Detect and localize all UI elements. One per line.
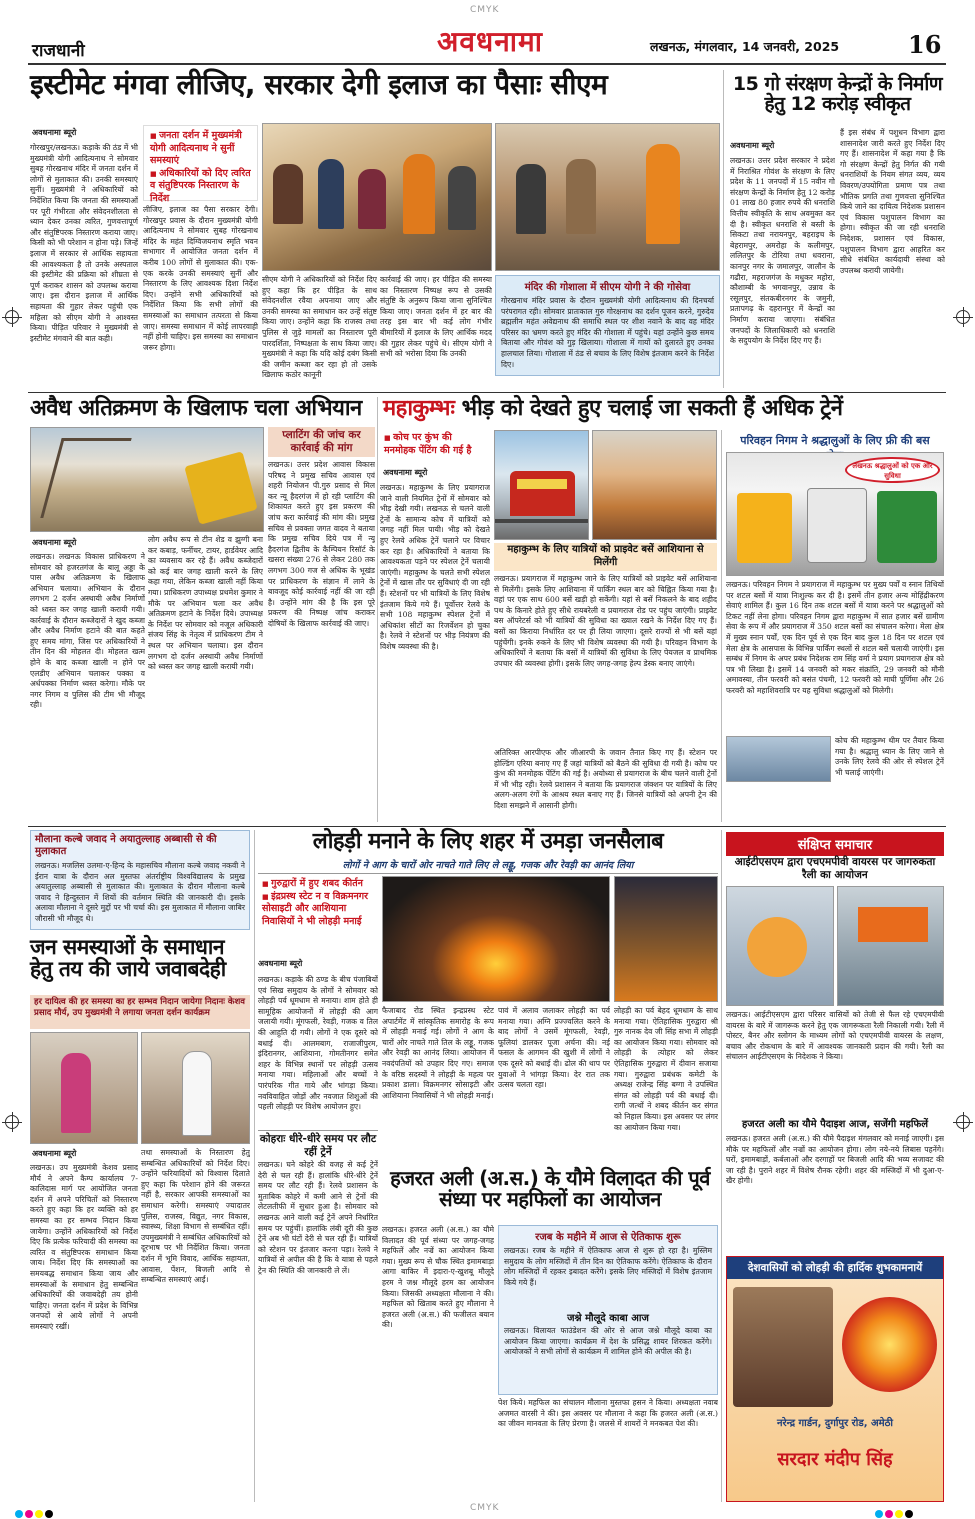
lead-bullets bbox=[143, 125, 258, 204]
maulana-box bbox=[30, 830, 250, 930]
lead-bullet-1: ■ जनता दर्शन में मुख्यमंत्री योगी आदित्यनाथ ने सुनीं समस्याएं bbox=[150, 130, 251, 168]
mahakumbh-headline-text: भीड़ को देखते हुए चलाई जा सकती हैं अधिक ट्रेनें bbox=[461, 396, 843, 421]
lead-bullet-2: ■ अधिकारियों को दिए त्वरित व संतुष्टिपरक निस्तारण के निर्देश bbox=[150, 168, 251, 206]
kohra-body: लखनऊ। घने कोहरे की वजह से कई ट्रेनें देरी से चल रही हैं। हालांकि धीरे-धीरे ट्रेनें समय पर लौट रही हैं। रेलवे प्रशासन के मुताबिक कोहरे में कमी आने से ट्रेनों की लेटलतीफी में सुधार हुआ है। सोमवार को लखनऊ आने वाली कई ट्रेनें अपने निर्धारित समय पर पहुंचीं। हालांकि लंबी दूरी की कुछ ट्रेनें अब भी घंटों देरी से चल रही हैं। यात्रियों को स्टेशन पर इंतजार करना पड़ा। रेलवे ने यात्रियों से अपील की है कि वे यात्रा से पहले ट्रेन की स्थिति की जानकारी ले लें। bbox=[258, 1160, 378, 1275]
color-dots-right bbox=[875, 1503, 915, 1519]
maulana-body: लखनऊ। मजलिस उलमा-ए-हिन्द के महासचिव मौलाना कल्बे जवाद नकवी ने ईरान यात्रा के दौरान अल मुस्तफा अंतर्राष्ट्रीय विश्वविद्यालय के प्रमुख अयातुल्लाह अब्बासी से मुलाकात की। मुलाकात के दौरान मौलाना कल्बे जवाद ने हिन्दुस्तान में शियों की वर्तमान स्थिति की जानकारी दी। इसके अलावा मौलाना ने दूसरे मुद्दों पर भी चर्चा की। इस मुलाकात में मौलाना जाबिर जौरासी भी मौजूद थे। bbox=[35, 861, 245, 923]
parivahan-small-photo bbox=[726, 736, 831, 782]
samadhan-photo-1 bbox=[30, 1032, 138, 1144]
samadhan-headline: जन समस्याओं के समाधान हेतु तय की जाये जवाबदेही bbox=[30, 935, 226, 982]
atikraman-body-col3: लखनऊ। उत्तर प्रदेश आवास विकास परिषद ने प्रमुख सचिव आवास एवं शहरी नियोजन पी.गुरु प्रसाद से मिल कर न्यू हैदरगंज में हो रही प्लाटिंग की शिकायत करते हुए इस प्रकरण की जांच करा कार्रवाई की मांग की। प्रमुख सचिव से प्रवक्ता जगत वादव ने बताया कि प्रमुख सचिव दिये पत्र में न्यू हैदरगंज द्वितीय के कैम्पियन रिसॉर्ट के खसरा संख्या 276 से लेकर 280 तक लगभग 300 गज से अधिक के भूखंड पर प्राधिकरण के संज्ञान में लाने के बावजूद कोई कार्रवाई नहीं की जा रही है। उन्होंने मांग की है कि इस पूरे प्रकरण की निष्पक्ष जांच कराकर दोषियों के खिलाफ कार्रवाई की जाए। bbox=[268, 460, 375, 628]
lohri-bonfire-photo bbox=[382, 876, 610, 1002]
ad-banner: देशवासियों को लोहड़ी की हार्दिक शुभकामनायें bbox=[727, 1257, 943, 1279]
ad-address: नरेन्द्र गार्डन, दुर्गापुर रोड, अमेठी bbox=[776, 1418, 894, 1429]
atikraman-side-heading: प्लाटिंग की जांच कर कार्रवाई की मांग bbox=[268, 427, 375, 457]
lohri-body-col4: लोहड़ी का पर्व बेहद धूमधाम के साथ मनाया गया। ऐतिहासिक गुरुद्वारा श्री गुरु नानक देव जी सिंह सभा में लोहड़ी का आयोजन किया गया। सोमवार को लोहड़ी के त्योहार को लेकर ऐतिहासिक गुरुद्वारा में दीवान सजाया गया। गुरुद्वारा प्रबंधक कमेटी के अध्यक्ष राजेन्द्र सिंह बग्गा ने उपस्थित संगत को लोहड़ी पर्व की बधाई दी। रागी जत्थों ने शबद कीर्तन कर संगत को निहाल किया। इस अवसर पर लंगर का आयोजन किया गया। bbox=[614, 1006, 718, 1132]
mahakumbh-headline bbox=[383, 397, 943, 420]
atikraman-body-col1: लखनऊ। लखनऊ विकास प्राधिकरण ने सोमवार को हजरतगंज के बालू अड्डा के पास अवैध अतिक्रमण के खिलाफ अभियान चलाया। अभियान के दौरान लगभग 2 दर्जन अस्थायी अवैध निर्माणों को ध्वस्त कर जगह खाली करायी गयी। कार्रवाई के दौरान कब्जेदारों ने खुद कब्जा और अवैध निर्माण हटाने की बात कहते हुए समय मांगा, जिस पर अधिकारियों ने तीन दिन की मोहलत दी। मोहलत खत्म होने के बाद कब्जा खाली न होने पर एलडीए अभियान चलाकर पक्का व अर्धपक्का निर्माण ध्वस्त करेगा। मौके पर नगर निगम व पुलिस की टीम भी मौजूद रही। bbox=[30, 552, 145, 710]
atikraman-byline: अवधनामा ब्यूरो bbox=[32, 538, 77, 547]
bus-photo-label: लखनऊ श्रद्धालुओं को एक और सुविधा bbox=[845, 457, 940, 483]
sankshipt-item2-heading: हजरत अली का यौमे पैदाइश आज, सजेंगी महफिलें bbox=[741, 1119, 929, 1130]
lohri-headline: लोहड़ी मनाने के लिए शहर में उमड़ा जनसैलाब bbox=[312, 829, 664, 854]
sankshipt-item1-body: लखनऊ। आईटीएसएम द्वारा परिसर वासियों को तेजी से फैल रहे एचएमपीवी वायरस के बारे में जागरूक करने हेतु एक जागरूकता रैली निकाली गयी। रैली में पोस्टर, बैनर और स्लोगन के माध्यम लोगों को एचएमपीवी वायरस के लक्षण, बचाव और रोकथाम के बारे में आवश्यक जानकारी प्रदान की गयी। रैली का संचालन आईटीएसएम के निदेशक ने किया। bbox=[726, 1010, 944, 1062]
lead-photo-janta-darshan bbox=[262, 123, 492, 271]
crosshair-mark-right bbox=[956, 310, 970, 324]
bus-body: लखनऊ। प्रयागराज में महाकुम्भ जाने के लिए यात्रियों को प्राइवेट बसें आशियाना से मिलेंगी। इसके लिए आशियाना में पार्किंग स्थल बार को चिह्नित किया गया है। वहां पर एक साथ 600 बसें खड़ी हो सकेंगी। यहां से बसें निकलने के बाद शहीद पथ के किनारे होते हुए सीधे रायबरेली व प्रयागराज रोड पर पहुंच जाएंगी। प्राइवेट बस ऑपरेटर्स को भी यात्रियों की सुविधा का ख्याल रखने के निर्देश दिए गए हैं। बसों का किराया निर्धारित दर पर ही लिया जाएगा। दूसरे राज्यों से भी बसें यहां पहुंचेंगी। इनके रुकने के लिए भी विशेष व्यवस्था की गयी है। परिवहन विभाग के अधिकारियों ने बताया कि बसों में यात्रियों की सुविधा के लिए पेयजल व प्राथमिक उपचार की व्यवस्था होगी। इसके लिए जगह-जगह हेल्प डेस्क बनाए जाएंगे। bbox=[494, 574, 717, 668]
mahakumbh-bullet-box bbox=[380, 430, 490, 464]
kumbh-crowd-photo bbox=[592, 430, 717, 540]
rally-photo-1 bbox=[726, 886, 834, 1006]
lohri-body-col3: पावं में अलाव जलाकर लोहड़ी का पर्व मनाया गया। अग्नि प्रज्ज्वलित करने के बाद लोगों ने उसमें मूंगफली, रेवड़ी, फूलियां डालकर पूजा अर्चना की। नई फसल के आगमन की खुशी में लोगों ने एक दूसरे को बधाई दी। ढोल की थाप पर युवाओं ने भांगड़ा किया। देर रात तक उत्सव चलता रहा। bbox=[498, 1006, 610, 1090]
lohri-bullet-1: ■ गुरुद्वारों में हुए शबद कीर्तन bbox=[262, 878, 374, 891]
etikaf-headline: रजब के महीने में आज से ऐतिकाफ शुरू bbox=[535, 1232, 681, 1243]
atikraman-photo bbox=[30, 427, 264, 532]
atikraman-body-col2: लोग अवैध रूप से टीन शेड व झुग्गी बना कर कबाड़, फर्नीचर, टायर, हार्डवेयर आदि का व्यवसाय कर रहे हैं। अवैध कब्जेदारों को कई बार जगह खाली करने के लिए कहा गया, लेकिन कब्जा खाली नहीं किया गया। प्राधिकरण उपाध्यक्ष प्रथमेश कुमार ने मौके पर अभियान चला कर अवैध अतिक्रमण हटाने के निर्देश दिये। उपाध्यक्ष के निर्देश पर सोमवार को नजूल अधिकारी संजय सिंह के नेतृत्व में प्राधिकरण टीम ने स्थल पर अभियान चलाया। इस दौरान लगभग दो दर्जन अस्थायी अवैध निर्माणों को ध्वस्त कर जगह खाली करायी गयी। bbox=[148, 535, 263, 672]
train-photo bbox=[494, 430, 589, 540]
samadhan-photo-2 bbox=[141, 1032, 250, 1144]
masthead-title: अवधनामा bbox=[437, 25, 543, 58]
ad-name: सरदार मंदीप सिंह bbox=[777, 1449, 893, 1470]
lohri-body-col1: लखनऊ। कड़ाके की ठण्ड के बीच पंजाबियों एवं सिख समुदाय के लोगों ने सोमवार को लोहड़ी पर्व धूमधाम से मनाया। शाम होते ही सामूहिक आयोजनों में लोहड़ी की आग जलायी गयी। मूंगफली, रेवड़ी, गजक व तिल की आहुति दी गयी। लोगों ने एक दूसरे को बधाई दी। आलमबाग, राजाजीपुरम, इंदिरानगर, आशियाना, गोमतीनगर समेत शहर के विभिन्न स्थानों पर लोहड़ी उत्सव मनाया गया। महिलाओं और बच्चों ने पारंपरिक गीत गाये और भांगड़ा किया। नवविवाहित जोड़ों और नवजात शिशुओं की पहली लोहड़ी पर विशेष आयोजन हुए। bbox=[258, 975, 378, 1112]
lead-body-col2: लीजिए, इलाज का पैसा सरकार देगी। गोरखपुर प्रवास के दौरान मुख्यमंत्री योगी आदित्यनाथ ने सोमवार सुबह गोरखनाथ मंदिर के महंत दिग्विजयनाथ स्मृति भवन सभागार में आयोजित जनता दर्शन में करीब 100 लोगों से मुलाकात की। एक-एक करके उनकी समस्याएं सुनीं और निस्तारण के लिए आवश्यक दिशा निर्देश दिए। उन्होंने सभी अधिकारियों को निर्देशित किया कि सभी लोगों की समस्याओं का समाधान तत्परता से किया जाए। समस्या समाधान में कोई लापरवाही नहीं होनी चाहिए। इस समस्या का समाधान जरूर होगा। bbox=[143, 205, 258, 352]
sankshipt-item2-body: लखनऊ। हजरत अली (अ.स.) की यौमे पैदाइश मंगलवार को मनाई जाएगी। इस मौके पर महफिलों और नज्रों का आयोजन होगा। लोग नये-नये लिबास पहनेंगे। घरों, इमामबाड़ों, कर्बलाओं और दरगाहों पर बिजली आदि की भव्य सजावट की जा रही है। पुराने शहर में विशेष रौनक रहेगी। शहर की मस्जिदों में भी दुआ-ए-खैर होगी। bbox=[726, 1134, 944, 1186]
crosshair-mark-left bbox=[5, 310, 19, 324]
gaushala-headline: मंदिर की गोशाला में सीएम योगी ने की गोसेवा bbox=[524, 282, 691, 293]
maulana-headline: मौलाना कल्बे जवाद ने अयातुल्लाह अब्बासी से की मुलाकात bbox=[35, 834, 217, 857]
lead-body-col3: सीएम योगी ने अधिकारियों को निर्देश दिए हुए कहा कि हर पीड़ित के साथ संवेदनशील रवैया अपनाया जाए और उनकी समस्या का समाधान कर उन्हें संतुष्ट किया जाए। उन्होंने कहा कि राजस्व तथा पुलिस से जुड़े मामलों का निस्तारण पूरी पारदर्शिता, निष्पक्षता के साथ किया जाए। मुख्यमंत्री ने कहा कि यदि कोई दबंग किसी की जमीन कब्जा कर रहा हो तो उसके खिलाफ कठोर कानूनी bbox=[262, 275, 377, 380]
lead-photo-cm-meeting bbox=[495, 123, 720, 271]
crosshair-mark-right-low bbox=[956, 1115, 970, 1129]
gosanrakshan-byline: अवधनामा ब्यूरो bbox=[730, 141, 775, 150]
lohri-ad bbox=[726, 1256, 944, 1502]
hazratali-headline: हजरत अली (अ.स.) के यौमे विलादत की पूर्व संध्या पर महफिलों का आयोजन bbox=[390, 1166, 710, 1211]
parivahan-tail: कोच की महाकुम्भ थीम पर तैयार किया गया है। श्रद्धालु ध्यान के लिए जाने से उनके लिए रेलवे की ओर से स्पेशल ट्रेनें भी चलाई जाएंगी। bbox=[835, 736, 944, 777]
bus-photo-caption: महाकुम्भ के लिए यात्रियों को प्राइवेट बसें आशियाना से मिलेंगी bbox=[494, 543, 717, 571]
hazratali-body-col3: पेश किये। महफिल का संचालन मौलाना मुस्तफा हसन ने किया। अध्यक्षता नवाब अजमत वारसी ने की। इस अवसर पर मौलाना ने कहा कि हजरत अली (अ.स.) का जीवन मानवता के लिए प्रेरणा है। जलसे में शायरों ने मनकबत पेश की। bbox=[498, 1398, 718, 1429]
gaushala-box bbox=[495, 275, 720, 376]
sankshipt-item1-heading: आईटीएसएम द्वारा एचएमपीवी वायरस पर जागरुकता रैली का आयोजन bbox=[734, 856, 936, 881]
parivahan-banner: परिवहन निगम ने श्रद्धालुओं के लिए फ्री की बस bbox=[726, 430, 944, 468]
bus-fleet-photo bbox=[726, 452, 944, 576]
etikaf-body: लखनऊ। रजब के महीने में ऐतिकाफ आज से शुरू हो रहा है। मुस्लिम समुदाय के लोग मस्जिदों में तीन दिन का ऐतिकाफ करेंगे। ऐतिकाफ के दौरान लोग मस्जिदों में रहकर इबादत करेंगे। इसके लिए मस्जिदों में विशेष इंतजाम किये गये हैं। bbox=[504, 1246, 712, 1287]
lead-body-col4: कार्रवाई की जाए। हर पीड़ित की समस्या का निस्तारण निष्पक्ष रूप से उसकी संतुष्टि के अनुरूप किया जाना सुनिश्चित किया जाए। जनता दर्शन में हर बार की तरह इस बार भी कई लोग गंभीर बीमारियों में इलाज के लिए आर्थिक मदद की गुहार लेकर पहुंचे थे। सीएम योगी ने सभी को भरोसा दिया कि उनकी bbox=[380, 275, 492, 359]
gaushala-body: गोरखनाथ मंदिर प्रवास के दौरान मुख्यमंत्री योगी आदित्यनाथ की दिनचर्या परंपरागत रही। सोमवार प्रातःकाल गुरु गोरक्षनाथ का दर्शन पूजन करने, गुरुदेव ब्रह्मलीन महंत अवेद्यनाथ की समाधि स्थल पर शीश नवाने के बाद वह मंदिर परिसर का भ्रमण करते हुए मंदिर की गोशाला में पहुंचे। यहां उन्होंने कुछ समय बिताया और गोवंश को गुड़ खिलाया। गोशाला में गायों को दुलारते हुए उनका हालचाल लिया। गोशाला में ठंड से बचाव के लिए विशेष इंतजाम करने के निर्देश दिए। bbox=[501, 296, 714, 369]
sankshipt-banner: संक्षिप्त समाचार bbox=[726, 832, 944, 856]
kohra-heading: कोहराः धीरे-धीरे समय पर लौट रहीं ट्रेनें bbox=[258, 1130, 378, 1159]
lead-body-col1: गोरखपुर/लखनऊ। कड़ाके की ठंड में भी मुख्यमंत्री योगी आदित्यनाथ ने सोमवार सुबह गोरखनाथ मंदिर में जनता दर्शन में लोगों से मुलाकात की। उनकी समस्याएं सुनीं। मुख्यमंत्री ने अधिकारियों को निर्देशित किया कि जनता की समस्याओं पर पूरी गंभीरता और संवेदनशीलता से ध्यान देकर उनका त्वरित, गुणवत्तापूर्ण और संतुष्टिपरक निस्तारण कराया जाए। किसी को भी परेशान न होना पड़े। जिन्हें इलाज में सरकार से आर्थिक सहायता की आवश्यकता है तो उनके अस्पताल की इस्टीमेट की प्रक्रिया को शीघ्रता से पूर्ण कराकर शासन को उपलब्ध कराया जाए। इस दौरान इलाज में आर्थिक सहायता की गुहार लेकर पहुंची एक महिला को सीएम योगी ने आश्वस्त किया। पीड़ित परिवार ने मुख्यमंत्री से इस्टीमेट मंगवाने की बात कही। bbox=[30, 143, 138, 343]
lohri-byline: अवधनामा ब्यूरो bbox=[258, 959, 303, 968]
lead-byline: अवधनामा ब्यूरो bbox=[32, 128, 77, 137]
hazratali-body-col1: लखनऊ। हजरत अली (अ.स.) का यौमे विलादत की पूर्व संध्या पर जगह-जगह महफिलें और नज्रें का आयोजन किया गया। मुख्य रूप से चौक स्थित इमामबाड़ा आगा बाकिर में इदारा-ए-खुशबू मौलूदे हरम ने जश्न मौलूदे हरम का आयोजन किया। जिसकी अध्यक्षता मौलाना ने की। महफिल को खिताब करते हुए मौलाना ने हजरत अली (अ.स.) की फजीलत बयान की। bbox=[382, 1225, 494, 1330]
lohri-bullets bbox=[258, 876, 378, 954]
samadhan-bullet: हर दायित्व की हर समस्या का हर सम्भव निदान जायेगा निदानः केशव प्रसाद मौर्य, उप मुख्यमंत्री ने लगाया जनता दर्शन कार्यक्रम bbox=[30, 995, 250, 1029]
dateline: लखनऊ, मंगलवार, 14 जनवरी, 2025 bbox=[650, 39, 840, 54]
registration-mark-bottom: CMYK bbox=[470, 1503, 500, 1513]
lohri-bullet-2: ■ इंद्रप्रस्थ स्टेट न व विक्रमनगर सोसाइटी और आशियाना निवासियों ने भी लोहड़ी मनाई bbox=[262, 891, 374, 929]
etikaf-box bbox=[498, 1225, 718, 1395]
mahakumbh-headline-red: महाकुम्भः bbox=[383, 396, 455, 421]
lohri-body-col2: फैजाबाद रोड स्थित इन्द्रप्रस्थ स्टेट अपार्टमेंट में सांस्कृतिक समारोह के रूप में लोहड़ी मनाई गई। लोगों ने आग के चारों ओर नाचते गाते तिल के लड्डू, गजक और रेवड़ी का आनंद लिया। आयोजन में नवदंपतियों को उपहार दिए गए। समाज के वरिष्ठ सदस्यों ने लोहड़ी के महत्व पर प्रकाश डाला। विक्रमनगर सोसाइटी और आशियाना निवासियों ने भी लोहड़ी मनाई। bbox=[382, 1006, 494, 1100]
samadhan-byline: अवधनामा ब्यूरो bbox=[32, 1149, 77, 1158]
registration-mark-top: CMYK bbox=[470, 5, 500, 15]
jashn-heading: जश्ने मौलूदे काबा आज bbox=[567, 1313, 649, 1324]
lead-headline: इस्टीमेट मंगवा लीजिए, सरकार देगी इलाज का पैसाः सीएम bbox=[30, 68, 608, 101]
header-rule bbox=[28, 63, 946, 65]
samadhan-body-col2: तथा समस्याओं के निस्तारण हेतु सम्बन्धित अधिकारियों को निर्देश दिए। उन्होंने फरियादियों को विश्वास दिलाते हुए कहा कि परेशान होने की जरूरत नहीं है, सरकार आपकी समस्याओं का समाधान करेगी। समस्याएं ज्यादातर पुलिस, राजस्व, विद्युत, नगर विकास, स्वास्थ्य, शिक्षा विभाग से सम्बंधित रहीं। उपमुख्यमंत्री ने सम्बंधित अधिकारियों को दूरभाष पर भी निर्देशित किया। जनता दर्शन में भूमि विवाद, आर्थिक सहायता, आवास, पेंशन, बिजली आदि से सम्बन्धित समस्याएं आईं। bbox=[141, 1148, 250, 1285]
jashn-body: लखनऊ। विलायत फाउंडेशन की ओर से आज जश्ने मौलूदे काबा का आयोजन किया जाएगा। कार्यक्रम में देश के प्रसिद्ध शायर शिरकत करेंगे। आयोजकों ने सभी लोगों से कार्यक्रम में शामिल होने की अपील की है। bbox=[504, 1326, 712, 1357]
lohri-celebration-photo bbox=[614, 876, 718, 1002]
ad-bonfire-graphic bbox=[842, 1297, 937, 1392]
mahakumbh-bullet: ■ कोच पर कुंभ की मनमोहक पेंटिंग की गई है bbox=[384, 432, 486, 457]
gosanrakshan-headline: 15 गो संरक्षण केन्द्रों के निर्माण हेतु 12 करोड़ स्वीकृत bbox=[732, 73, 943, 115]
mahakumbh-body-col2: अतिरिक्त आरपीएफ और जीआरपी के जवान तैनात किए गए हैं। स्टेशन पर होल्डिंग एरिया बनाए गए हैं जहां यात्रियों को बैठने की सुविधा दी गयी है। कोच पर कुंभ की मनमोहक पेंटिंग की गई है। अयोध्या से प्रयागराज के बीच चलने वाली ट्रेनों में भी भीड़ रही। रेलवे प्रशासन ने बताया कि प्रयागराज जंक्शन पर यात्रियों के लिए अलग-अलग रंगों के आश्रय स्थल बनाए गए हैं। जिनसे यात्रियों को अपनी ट्रेन की दिशा समझने में आसानी होगी। bbox=[494, 748, 717, 810]
ad-portrait bbox=[733, 1287, 833, 1407]
rally-photo-2 bbox=[837, 886, 944, 1006]
samadhan-body-col1: लखनऊ। उप मुख्यमंत्री केशव प्रसाद मौर्य ने अपने कैम्प कार्यालय 7- कालिदास मार्ग पर आयोजित जनता दर्शन में अपने परिचितों को निस्तारण करते हुए कहा कि हर व्यक्ति को हर समस्या का हर सम्भव निदान किया जायेगा। उन्होंने अधिकारियों को निर्देश दिए कि प्रत्येक फरियादी की समस्या का त्वरित व संतुष्टिपरक समाधान किया जाय। निर्देश दिए कि समस्याओं का समयबद्ध समाधान किया जाय और समस्याओं के समाधान हेतु सम्बन्धित अधिकारियों की जवाबदेही तय होनी चाहिए। जनता दर्शन में प्रदेश के विभिन्न जनपदों से आये लोगों ने अपनी समस्याएं रखीं। bbox=[30, 1163, 138, 1331]
masthead bbox=[390, 22, 590, 60]
lohri-subhead: लोगों ने आग के चारों ओर नाचते गाते लिए ले लड्डू, गजक और रेवड़ी का आनंद लिया bbox=[258, 858, 718, 874]
mahakumbh-byline: अवधनामा ब्यूरो bbox=[383, 468, 428, 477]
crosshair-mark-left-low bbox=[5, 1115, 19, 1129]
section-name: राजधानी bbox=[32, 41, 85, 61]
mahakumbh-body-col1: लखनऊ। महाकुम्भ के लिए प्रयागराज जाने वाली नियमित ट्रेनों में सोमवार को भीड़ देखी गयी। लखनऊ से चलने वाली ट्रेनों के सामान्य कोच में यात्रियों को जगह नहीं मिल पायी। भीड़ को देखते हुए रेलवे अधिक ट्रेनें चलाने पर विचार कर रहा है। अधिकारियों ने बताया कि आवश्यकता पड़ने पर स्पेशल ट्रेनें चलायी जाएंगी। महाकुम्भ के चलते सभी स्पेशल ट्रेनों में खास तौर पर सुविधाएं दी जा रही हैं। स्टेशनों पर भी यात्रियों के लिए विशेष इंतजाम किये गये हैं। पूर्वोत्तर रेलवे के सभी 108 महाकुम्भ स्पेशल ट्रेनों में अधिकांश सीटों का रिजर्वेशन हो चुका है। रेलवे ने स्टेशनों पर भीड़ नियंत्रण की विशेष व्यवस्था की है। bbox=[380, 483, 490, 651]
gosanrakshan-body-col1: लखनऊ। उत्तर प्रदेश सरकार ने प्रदेश में निराश्रित गोवंश के संरक्षण के लिए प्रदेश के 11 जनपदों में 15 नवीन गो संरक्षण केन्द्रों के निर्माण हेतु 12 करोड़ 01 लाख 80 हजार रुपये की धनराशि वित्तीय स्वीकृति के साथ अवमुक्त कर दी है। स्वीकृत धनराशि से बस्ती के सिकटा तथा नरायनपुर, बहराइच के बेहरामपुर, अमरोहा के कलीमपुर, ललितपुर के टोरिया तथा धवराना, कानपुर नगर के जमालपुर, जालौन के गढौरा, महराजगंज के मधुकर महोरा, कौशाम्बी के भगवानपुर, उन्नाव के रसूलपुर, संतकबीरनगर के जमुनी, प्रतापगढ़ के दहरानपुर में केन्द्रों का निर्माण कराया जाएगा। संबंधित जनपदों के जिलाधिकारी को धनराशि के सदुपयोग के निर्देश दिए गए हैं। bbox=[730, 156, 835, 346]
gosanrakshan-body-col2: हैं इस संबंध में पशुधन विभाग द्वारा शासनादेश जारी करते हुए निर्देश दिए गए हैं। शासनादेश में कहा गया है कि गो संरक्षण केन्द्रों हेतु निर्गत की गयी धनराशियों के नियम संगत व्यय, व्यय विवरण/उपयोगिता प्रमाण पत्र तथा भौतिक प्रगति तथा गुणवत्ता सुनिश्चित किये जाने का दायित्व निदेशक प्रशासन एवं विकास पशुपालन विभाग का होगा। स्वीकृत की जा रही धनराशि निदेशक, प्रशासन एवं विकास, पशुपालन विभाग द्वारा आहरित कर सीधे संबंधित कार्यदायी संस्था को उपलब्ध करायी जायेगी। bbox=[840, 128, 945, 275]
color-dots-left bbox=[15, 1503, 55, 1519]
parivahan-body: लखनऊ। परिवहन निगम ने प्रयागराज में महाकुम्भ पर मुख्य पर्वों व स्नान तिथियों पर शटल बसों में यात्रा निःशुल्क कर दी है। इसमें तीन हजार अन्य मोहिंद्रीकरण सेवाएं शामिल हैं। कुल 16 दिन तक शटल बसों में यात्रा करने पर श्रद्धालुओं को टिकट नहीं लेना होगा। परिवहन निगम द्वारा महाकुम्भ में सात हजार बसें ग्रामीण सेवा के रूप में और प्रयागराज में 350 शटल बसों का संचालन करेगा। मेला क्षेत्र में मुख्य स्नान पर्वों, एक दिन पूर्व से एक दिन बाद कुल 18 दिन पर शटल एवं मेला क्षेत्र के आसपास के विभिन्न पार्किंग स्थलों से शटल बसें चलायी जाएंगी। इस सम्बंध में निगम के अपर प्रबंध निदेशक राम सिंह वर्मा ने प्रयाग प्रयागराज क्षेत्र को पत्र भी लिखा है। इसमें 14 जनवरी को मकर संक्रांति, 29 जनवरी को मौनी अमावस्या, तीन फरवरी को बसंत पंचमी, 12 फरवरी को माघी पूर्णिमा और 26 फरवरी को महाशिवरात्रि पर यह सुविधा श्रद्धालुओं को मिलेगी। bbox=[726, 580, 944, 695]
atikraman-headline: अवैध अतिक्रमण के खिलाफ चला अभियान bbox=[30, 396, 362, 421]
page-number: 16 bbox=[908, 30, 942, 59]
